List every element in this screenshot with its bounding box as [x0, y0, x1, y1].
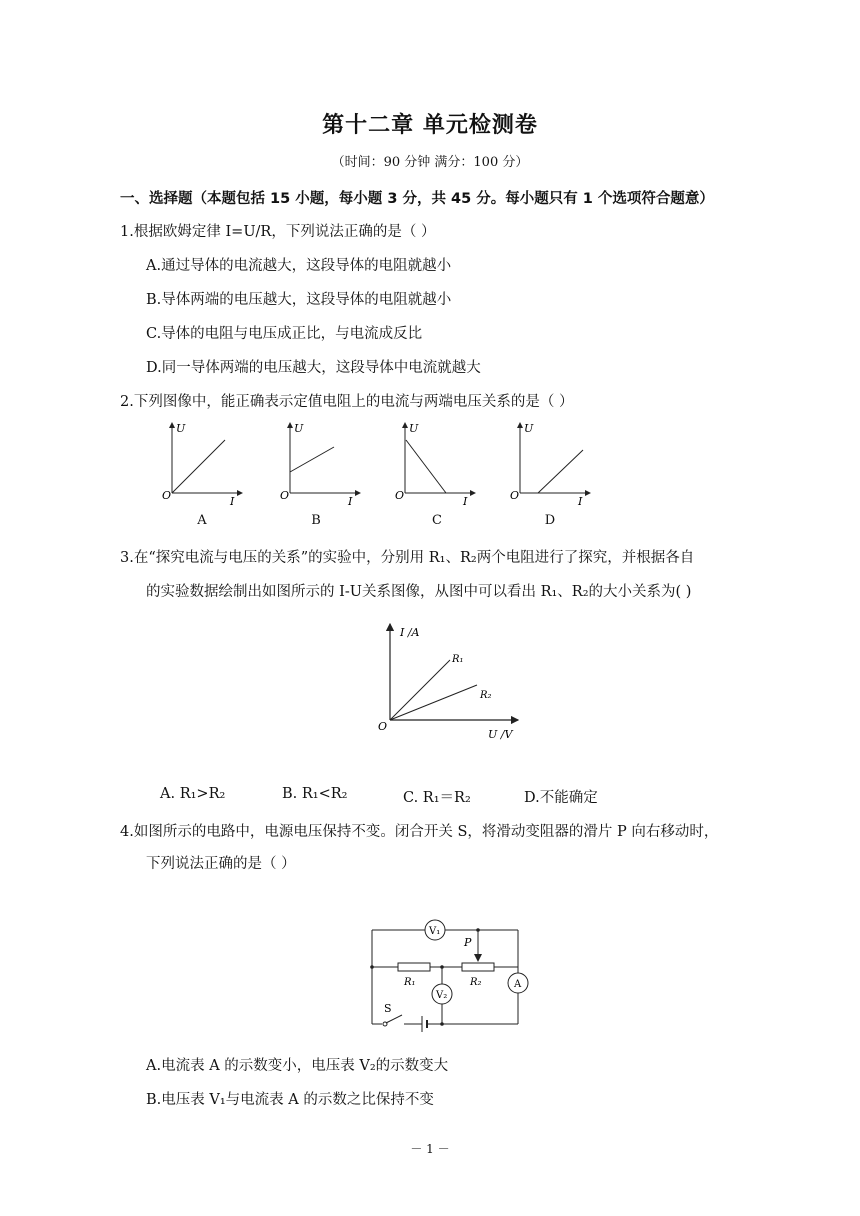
slider-arrow-icon — [474, 954, 482, 962]
graph-c-line — [406, 440, 446, 493]
rheostat-r2-icon — [462, 963, 494, 971]
voltmeter-v2-label: V₂ — [436, 990, 448, 1001]
slider-label: P — [464, 936, 472, 949]
exam-info: （时间：90 分钟 满分：100 分） — [331, 155, 529, 170]
question-3-option-a: A. R₁>R₂ — [160, 786, 226, 802]
graph-a-origin: O — [162, 489, 172, 502]
graph-c-origin: O — [395, 489, 405, 502]
question-4-stem-line-1: 4.如图所示的电路中，电源电压保持不变。闭合开关 S，将滑动变阻器的滑片 P 向右移动时， — [120, 824, 719, 840]
graph-y-label: I /A — [400, 626, 420, 639]
graph-b-caption: B — [311, 513, 321, 528]
switch-lever-icon — [386, 1015, 402, 1023]
graph-b-origin: O — [280, 489, 290, 502]
question-3-graph — [370, 618, 530, 743]
question-1-option-b: B.导体两端的电压越大，这段导体的电阻就越小 — [146, 292, 452, 308]
graph-b — [280, 422, 360, 508]
question-3-stem-line-2: 的实验数据绘制出如图所示的 I-U关系图像，从图中可以看出 R₁、R₂的大小关系为( ) — [146, 584, 692, 600]
graph-c-y-label: U — [409, 422, 419, 435]
graph-origin: O — [378, 720, 388, 733]
graph-d-line — [538, 450, 583, 493]
graph-c-x-label: I — [463, 495, 468, 508]
question-1-stem: 1.根据欧姆定律 I=U/R，下列说法正确的是（ ） — [120, 224, 436, 240]
question-3-stem-line-1: 3.在“探究电流与电压的关系”的实验中，分别用 R₁、R₂两个电阻进行了探究，并根据各自 — [120, 550, 695, 566]
question-3-option-b: B. R₁<R₂ — [282, 786, 348, 802]
question-4-circuit — [360, 912, 530, 1032]
question-3-option-c: C. R₁＝R₂ — [403, 790, 471, 806]
graph-a-y-label: U — [176, 422, 186, 435]
resistor-r1-icon — [398, 963, 430, 971]
ammeter-label: A — [514, 979, 522, 990]
graph-r2-line — [390, 685, 477, 720]
question-4-stem-line-2: 下列说法正确的是（ ） — [146, 856, 296, 872]
section-heading: 一、选择题（本题包括 15 小题，每小题 3 分，共 45 分。每小题只有 1 个选项符合题意） — [120, 191, 714, 207]
graph-d-origin: O — [510, 489, 520, 502]
graph-c-caption: C — [432, 513, 442, 528]
question-2-graphs — [150, 415, 610, 510]
question-4-option-b: B.电压表 V₁与电流表 A 的示数之比保持不变 — [146, 1092, 434, 1108]
graph-a-caption: A — [197, 513, 207, 528]
graph-c — [395, 422, 475, 508]
switch-label: S — [384, 1002, 392, 1015]
graph-b-y-label: U — [294, 422, 304, 435]
question-1-option-d: D.同一导体两端的电压越大，这段导体中电流就越大 — [146, 360, 481, 376]
question-1-option-a: A.通过导体的电流越大，这段导体的电阻就越小 — [146, 258, 452, 274]
graph-d — [510, 422, 590, 508]
voltmeter-v1-label: V₁ — [429, 926, 441, 937]
graph-r1-label: R₁ — [452, 654, 464, 665]
graph-d-caption: D — [544, 513, 556, 528]
question-3-option-d: D.不能确定 — [524, 790, 598, 806]
graph-d-x-label: I — [578, 495, 583, 508]
graph-b-line — [290, 447, 334, 472]
page-number: － 1 － — [410, 1142, 450, 1156]
rheostat-r2-label: R₂ — [470, 977, 482, 988]
graph-r1-line — [390, 660, 450, 720]
page-title: 第十二章 单元检测卷 — [322, 113, 538, 138]
graph-x-label: U /V — [488, 728, 513, 741]
question-1-option-c: C.导体的电阻与电压成正比，与电流成反比 — [146, 326, 423, 342]
question-4-option-a: A.电流表 A 的示数变小，电压表 V₂的示数变大 — [146, 1058, 449, 1074]
graph-b-x-label: I — [348, 495, 353, 508]
graph-r2-label: R₂ — [480, 690, 492, 701]
question-2-stem: 2.下列图像中，能正确表示定值电阻上的电流与两端电压关系的是（ ） — [120, 394, 574, 410]
graph-a-line — [172, 440, 225, 493]
graph-d-y-label: U — [524, 422, 534, 435]
graph-a — [162, 422, 242, 508]
graph-a-x-label: I — [230, 495, 235, 508]
resistor-r1-label: R₁ — [404, 977, 416, 988]
